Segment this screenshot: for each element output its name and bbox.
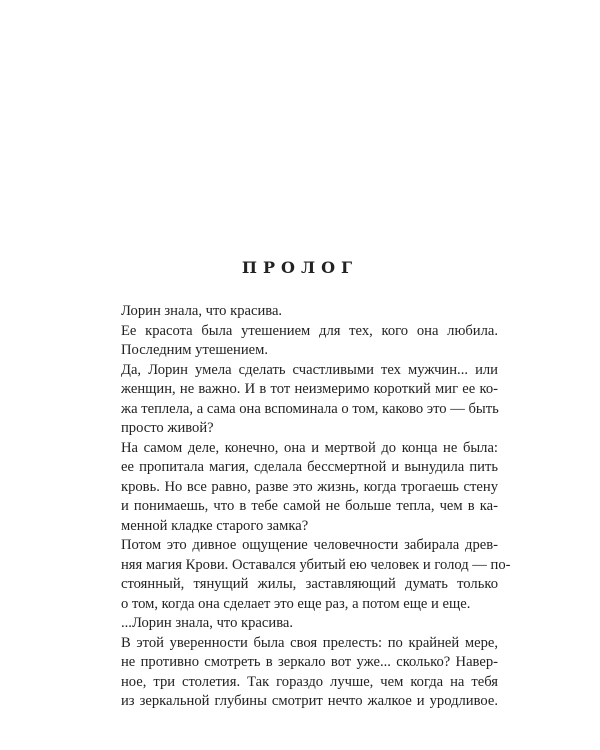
text-line: кровь. Но все равно, разве это жизнь, когда трогаешь стену <box>121 478 498 495</box>
text-line: няя магия Крови. Оставался убитый ею человек и голод — по- <box>121 556 511 573</box>
text-line: менной кладке старого замка? <box>121 517 309 534</box>
text-line: не противно смотреть в зеркало вот уже... сколько? Навер- <box>121 654 498 670</box>
text-line: женщин, не важно. И в тот неизмеримо короткий миг ее ко- <box>121 381 498 397</box>
text-line: ное, три столетия. Так гораздо лучше, чем когда на тебя <box>121 673 498 690</box>
text-line: из зеркальной глубины смотрит нечто жалкое и уродливое. <box>121 693 498 709</box>
text-line: жа теплела, а сама она вспоминала о том, каково это — быть <box>121 400 499 417</box>
paragraph-4 <box>106 439 498 537</box>
text-line: и понимаешь, что в тебе самой не больше тепла, чем в ка- <box>121 498 498 514</box>
chapter-title: ПРОЛОГ <box>241 258 359 277</box>
text-line: просто живой? <box>121 420 214 436</box>
text-line: На самом деле, конечно, она и мертвой до конца не была: <box>121 439 498 456</box>
text-line: Потом это дивное ощущение человечности забирала древ- <box>121 537 498 553</box>
paragraph-1 <box>106 302 498 322</box>
text-line: о том, когда она сделает это еще раз, а потом еще и еще. <box>121 595 471 612</box>
paragraph-5 <box>106 536 511 614</box>
body-text <box>106 302 511 712</box>
text-line: Ее красота была утешением для тех, кого она любила. <box>121 322 498 339</box>
text-line: В этой уверенности была своя прелесть: по крайней мере, <box>121 634 498 651</box>
paragraph-3 <box>106 361 498 439</box>
text-line: Да, Лорин умела сделать счастливыми тех мужчин... или <box>121 361 498 378</box>
text-line: ее пропитала магия, сделала бессмертной и вынудила пить <box>121 459 498 475</box>
paragraph-7 <box>106 634 498 712</box>
paragraph-6 <box>106 614 498 634</box>
text-line: стоянный, тянущий жилы, заставляющий думать только <box>121 576 498 592</box>
text-line: Последним утешением. <box>121 342 269 358</box>
text-line: ...Лорин знала, что красива. <box>121 615 294 631</box>
text-line: Лорин знала, что красива. <box>121 303 283 319</box>
paragraph-2 <box>106 322 498 361</box>
